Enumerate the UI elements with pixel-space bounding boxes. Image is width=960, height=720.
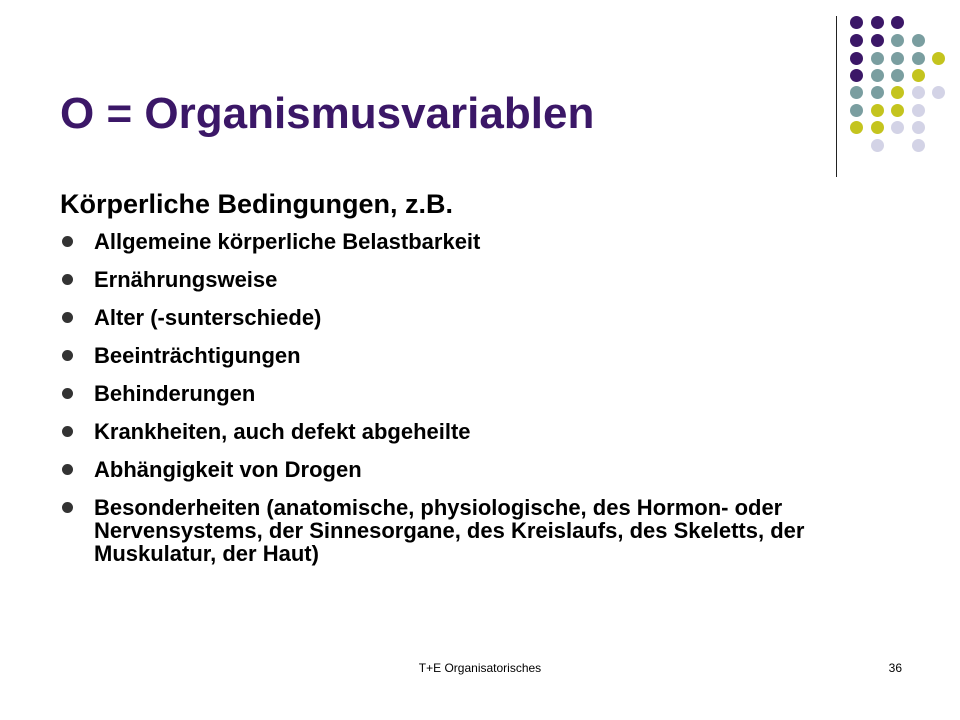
decorative-dot [850,121,863,134]
decorative-dot [891,52,904,65]
list-item-text: Abhängigkeit von Drogen [94,457,362,482]
decorative-dot [871,52,884,65]
decorative-dot [912,34,925,47]
bullet-icon [62,274,73,285]
decorative-dot [871,86,884,99]
list-item-text: Besonderheiten (anatomische, physiologische, des Hormon- oder Nervensystems, der Sinnesorgane, des Kreislaufs, des Skeletts, der Muskulatur, der Haut) [94,495,805,566]
list-item-text: Krankheiten, auch defekt abgeheilte [94,419,471,444]
decorative-dot [912,104,925,117]
slide-subtitle: Körperliche Bedingungen, z.B. [60,189,454,219]
decorative-dot [891,104,904,117]
list-item [60,344,900,367]
decorative-dot [891,69,904,82]
bullet-icon [62,464,73,475]
decorative-dot [850,34,863,47]
list-item-text: Allgemeine körperliche Belastbarkeit [94,229,481,254]
list-item [60,382,900,405]
decorative-dot [932,52,945,65]
bullet-list [60,230,900,565]
bullet-icon [62,350,73,361]
decorative-dot [871,16,884,29]
bullet-icon [62,388,73,399]
decorative-dot [912,86,925,99]
slide-footer: T+E Organisatorisches [418,661,542,675]
decorative-dot [850,86,863,99]
list-item-text: Behinderungen [94,381,256,406]
page-number: 36 [888,661,902,675]
list-item [60,306,900,329]
decorative-dot [932,86,945,99]
bullet-icon [62,502,73,513]
decorative-dot [871,139,884,152]
list-item-text: Ernährungsweise [94,267,278,292]
decorative-dot [891,34,904,47]
decorative-dot [891,16,904,29]
decorative-dot [871,121,884,134]
decorative-dot [871,34,884,47]
decorative-dot [891,86,904,99]
slide-title: O = Organismusvariablen [60,89,595,138]
bullet-icon [62,426,73,437]
list-item [60,458,900,481]
slide-content [60,180,900,580]
decorative-dot [871,69,884,82]
list-item-text: Beeinträchtigungen [94,343,301,368]
list-item-text: Alter (-sunterschiede) [94,305,322,330]
bullet-icon [62,312,73,323]
decorative-dot [871,104,884,117]
decorative-dot [912,52,925,65]
decorative-vertical-line [836,16,837,177]
decorative-dot [850,16,863,29]
dot-grid-decoration-icon [840,0,960,160]
decorative-dot [912,139,925,152]
list-item [60,420,900,443]
decorative-dot [891,121,904,134]
list-item [60,496,900,565]
list-item [60,230,900,253]
decorative-dot [850,52,863,65]
decorative-dot [912,121,925,134]
list-item [60,268,900,291]
decorative-dot [850,104,863,117]
decorative-dot [912,69,925,82]
decorative-dot [850,69,863,82]
bullet-icon [62,236,73,247]
